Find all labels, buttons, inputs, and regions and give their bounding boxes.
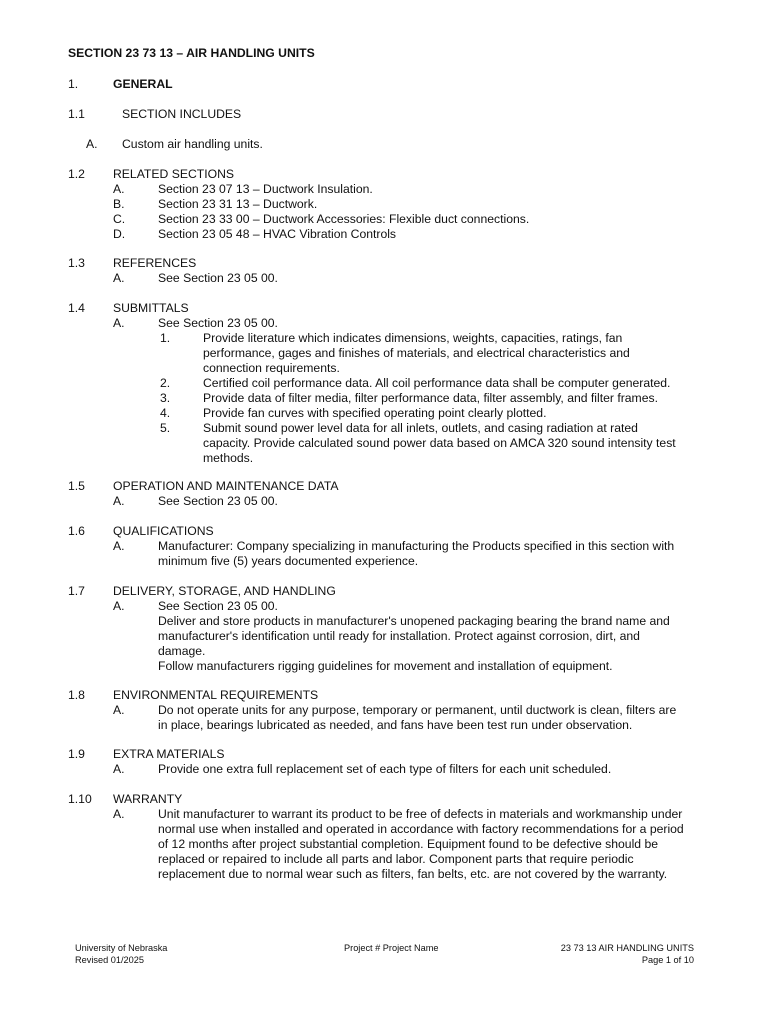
sub-item [68, 391, 708, 406]
footer-page-number: Page 1 of 10 [641, 955, 694, 965]
list-item [68, 271, 708, 286]
section-number: 1.1 [68, 107, 85, 121]
list-item [68, 182, 708, 197]
section-label: SUBMITTALS [113, 301, 189, 315]
item-number: A. [113, 807, 125, 821]
list-item [68, 703, 708, 733]
section-label: ENVIRONMENTAL REQUIREMENTS [113, 688, 319, 702]
section-1-4 [68, 301, 708, 466]
item-text: See Section 23 05 00. [158, 494, 278, 508]
section-1-10 [68, 792, 708, 882]
item-text: See Section 23 05 00. [158, 271, 278, 285]
section-number: 1.4 [68, 301, 85, 315]
item-number: A. [113, 494, 125, 508]
section-number: 1.10 [68, 792, 92, 806]
footer-left [75, 942, 167, 966]
sub-item [68, 406, 708, 421]
item-number: A. [113, 762, 125, 776]
list-item [68, 539, 708, 569]
part-general [68, 77, 708, 92]
footer-revision: Revised 01/2025 [75, 955, 144, 965]
sub-item-number: 3. [160, 391, 171, 405]
sub-item-number: 1. [160, 331, 171, 345]
section-1-9 [68, 747, 708, 777]
footer-center [344, 942, 438, 954]
item-number: A. [113, 271, 125, 285]
sub-item-text: Provide fan curves with specified operating point clearly plotted. [203, 406, 547, 420]
section-1-7 [68, 584, 708, 674]
item-text: See Section 23 05 00. [158, 316, 278, 330]
item-number: A. [86, 137, 98, 151]
sub-item [68, 331, 708, 376]
list-item [68, 494, 708, 509]
item-text: Provide one extra full replacement set of each type of filters for each unit scheduled. [158, 762, 612, 776]
item-text: Custom air handling units. [122, 137, 263, 151]
section-1-3 [68, 256, 708, 286]
item-number: D. [113, 227, 126, 241]
sub-item-number: 4. [160, 406, 171, 420]
list-item [68, 212, 708, 227]
section-label: QUALIFICATIONS [113, 524, 214, 538]
sub-item-text: Certified coil performance data. All coil performance data shall be computer generated. [203, 376, 671, 390]
part-number: 1. [68, 77, 79, 91]
item-number: A. [113, 182, 125, 196]
item-text: Manufacturer: Company specializing in manufacturing the Products specified in this section with minimum five (5) years documented experience. [158, 539, 675, 568]
item-number: A. [113, 599, 125, 613]
section-label: RELATED SECTIONS [113, 167, 234, 181]
section-label: WARRANTY [113, 792, 183, 806]
section-label: REFERENCES [113, 256, 197, 270]
sub-item-text: Submit sound power level data for all inlets, outlets, and casing radiation at rated capacity. Provide calculated sound power data based on AMCA 320 sound intensity test methods. [203, 421, 676, 465]
section-1-5 [68, 479, 708, 509]
sub-item [68, 376, 708, 391]
section-label: SECTION INCLUDES [122, 107, 242, 121]
sub-item-text: Provide literature which indicates dimensions, weights, capacities, ratings, fan performance, gages and finishes of materials, and electrical characteristics and connection requirements. [203, 331, 630, 375]
section-number: 1.5 [68, 479, 85, 493]
item-text: Do not operate units for any purpose, temporary or permanent, until ductwork is clean, filters are in place, bearings lubricated as needed, and fans have been test run under observation. [158, 703, 677, 732]
list-item [68, 807, 708, 882]
list-item [68, 316, 708, 331]
sub-item [68, 421, 708, 466]
footer-project: Project # Project Name [344, 943, 439, 953]
part-label: GENERAL [113, 77, 173, 91]
section-label: DELIVERY, STORAGE, AND HANDLING [113, 584, 336, 598]
item-number: A. [113, 703, 125, 717]
sub-item-text: Provide data of filter media, filter performance data, filter assembly, and filter frames. [203, 391, 658, 405]
item-text: Section 23 07 13 – Ductwork Insulation. [158, 182, 373, 196]
section-label: EXTRA MATERIALS [113, 747, 225, 761]
list-item [68, 197, 708, 212]
list-item [68, 227, 708, 242]
section-label: OPERATION AND MAINTENANCE DATA [113, 479, 339, 493]
list-item [68, 599, 708, 674]
section-1-6 [68, 524, 708, 569]
item-text: Section 23 31 13 – Ductwork. [158, 197, 318, 211]
section-number: 1.3 [68, 256, 85, 270]
section-number: 1.6 [68, 524, 85, 538]
item-text: See Section 23 05 00. Deliver and store products in manufacturer's unopened packaging bearing the brand name and manufacturer's identification until ready for installation. Protect against corrosion, dirt, and damage. Follow manufacturers rigging guidelines for movement and installation of equipment. [158, 599, 670, 673]
list-item [68, 762, 708, 777]
section-1-2 [68, 167, 708, 242]
section-1-1 [68, 107, 708, 122]
section-1-8 [68, 688, 708, 733]
section-title: SECTION 23 73 13 – AIR HANDLING UNITS [68, 46, 315, 60]
section-number: 1.8 [68, 688, 85, 702]
footer-organization: University of Nebraska [75, 943, 168, 953]
item-number: B. [113, 197, 125, 211]
section-number: 1.7 [68, 584, 85, 598]
item-number: A. [113, 539, 125, 553]
item-text: Unit manufacturer to warrant its product to be free of defects in materials and workmanship under normal use when installed and operated in accordance with factory recommendations for a period of 12 months after project substantial completion. Equipment found to be defective should be replaced or repaired to include all parts and labor. Component parts that require periodic replacement due to normal wear such as filters, fan belts, etc. are not covered by the warranty. [158, 807, 684, 881]
section-number: 1.9 [68, 747, 85, 761]
sub-item-number: 2. [160, 376, 171, 390]
item-number: A. [113, 316, 125, 330]
sub-item-number: 5. [160, 421, 171, 435]
item-number: C. [113, 212, 126, 226]
item-text: Section 23 33 00 – Ductwork Accessories: Flexible duct connections. [158, 212, 530, 226]
footer-section-name: 23 73 13 AIR HANDLING UNITS [560, 943, 694, 953]
section-number: 1.2 [68, 167, 85, 181]
item-text: Section 23 05 48 – HVAC Vibration Controls [158, 227, 397, 241]
footer-right [561, 942, 694, 966]
section-1-1-item-a [68, 137, 708, 152]
